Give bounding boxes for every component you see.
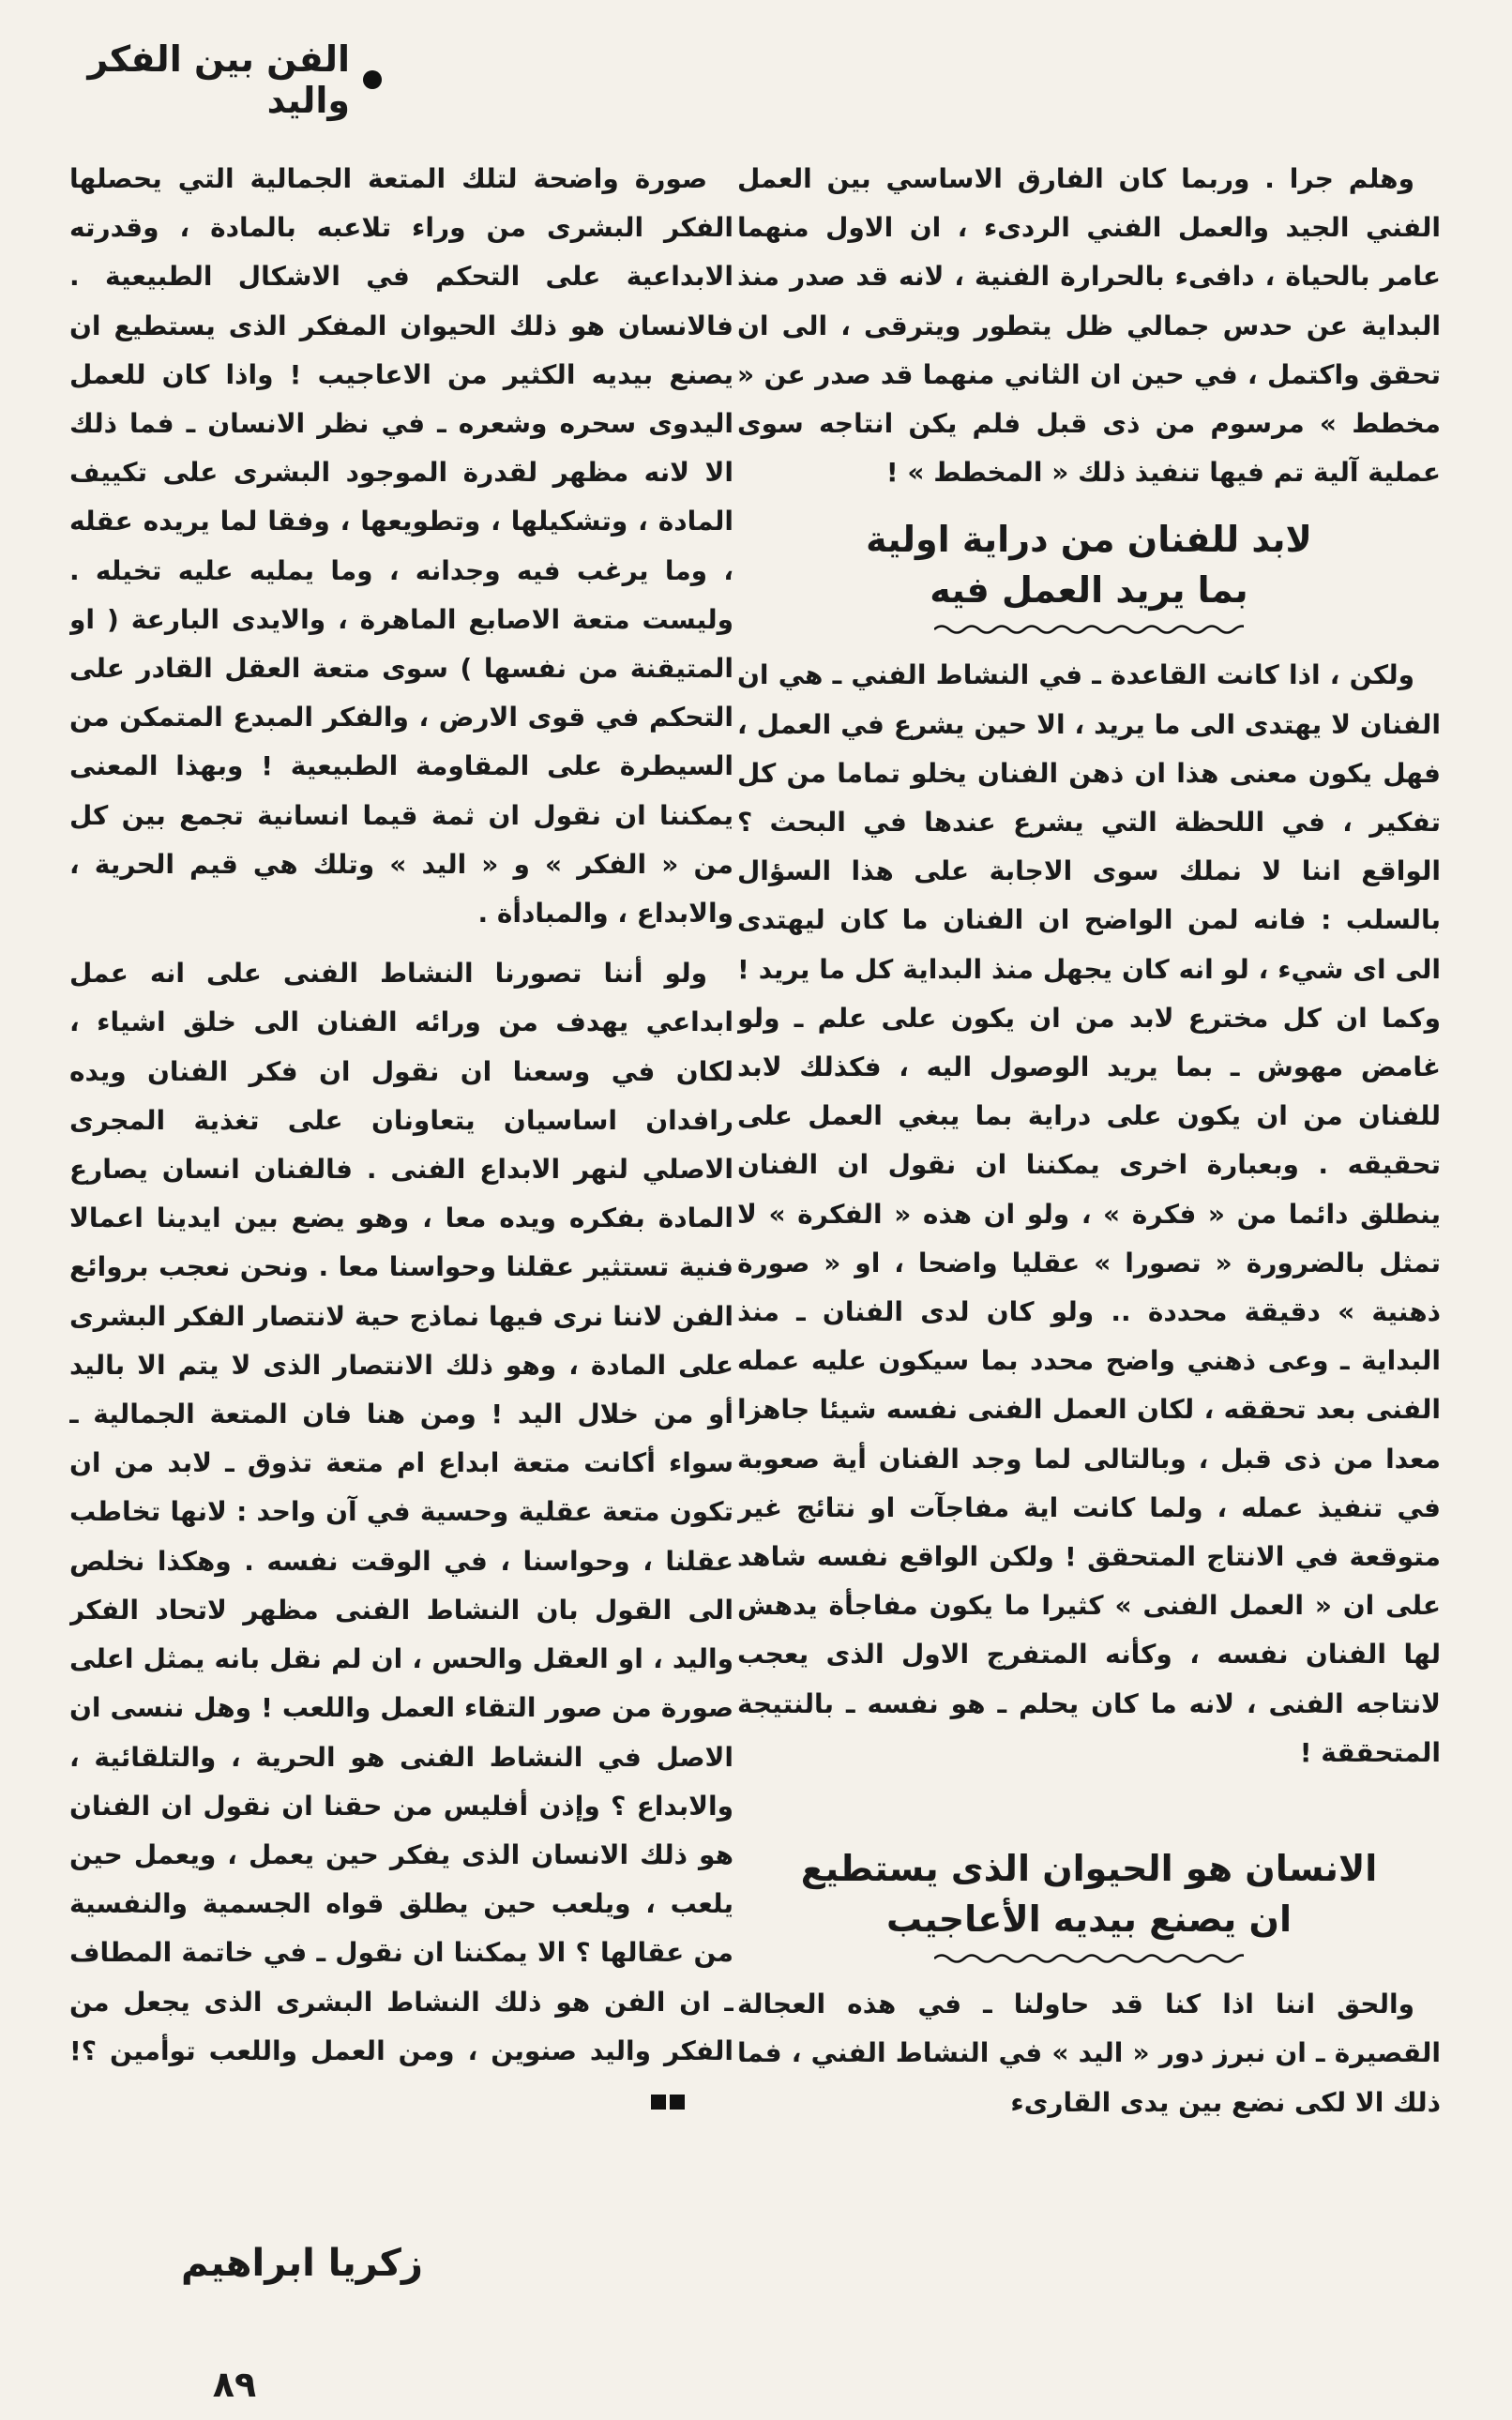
- spacer: [737, 1789, 1441, 1826]
- right-column: [737, 155, 1441, 2359]
- heading-line: بما يريد العمل فيه: [930, 569, 1248, 612]
- heading-line: ان يصنع بيديه الأعاجيب: [885, 1898, 1293, 1941]
- section-heading-2: [737, 1843, 1441, 1967]
- wavy-underline: [934, 621, 1244, 638]
- page-number: ٨٩: [212, 2364, 257, 2405]
- running-header: [63, 38, 382, 121]
- paragraph-text: ولو أننا تصورنا النشاط الفنى على انه عمل ابداعي يهدف من ورائه الفنان الى خلق اشياء ، لكان في وسعنا ان نقول ان فكر الفنان ويده رافدان اساسيان يتعاونان على تغذية المجرى الاصلي لنهر الابداع الفنى . فالفنان انسان يصارع المادة بفكره ويده معا ، وهو يضع بين ايدينا اعمالا فنية تستثير عقلنا وحواسنا معا . ونحن نعجب بروائع الفن لاننا نرى فيها نماذج حية لانتصار الفكر البشرى على المادة ، وهو ذلك الانتصار الذى لا يتم الا باليد أو من خلال اليد ! ومن هنا فان المتعة الجمالية ـ سواء أكانت متعة ابداع ام متعة تذوق ـ لابد من ان تكون متعة عقلية وحسية في آن واحد : لانها تخاطب عقلنا ، وحواسنا ، في الوقت نفسه . وهكذا نخلص الى القول بان النشاط الفنى مظهر لاتحاد الفكر واليد ، او العقل والحس ، ان لم نقل بانه يمثل اعلى صورة من صور التقاء العمل واللعب ! وهل ننسى ان الاصل في النشاط الفنى هو الحرية ، والتلقائية ، والابداع ؟ وإذن أفليس من حقنا ان نقول ان الفنان هو ذلك الانسان الذى يفكر حين يعمل ، ويعمل حين يلعب ، ويلعب حين يطلق قواه الجسمية والنفسية من عقالها ؟ الا يمكننا ان نقول ـ في خاتمة المطاف ـ ان الفن هو ذلك النشاط البشرى الذى يجعل من الفكر واليد صنوين ، ومن العمل واللعب توأمين ؟!: [69, 958, 733, 2066]
- paragraph: والحق اننا اذا كنا قد حاولنا ـ في هذه العجالة القصيرة ـ ان نبرز دور « اليد » في النشاط الفني ، فما ذلك الا لكى نضع بين يدى القارىء: [737, 1989, 1441, 2118]
- heading-line: الانسان هو الحيوان الذى يستطيع: [800, 1848, 1378, 1890]
- paragraph: ولكن ، اذا كانت القاعدة ـ في النشاط الفني ـ هي ان الفنان لا يهتدى الى ما يريد ، الا حين يشرع في العمل ، فهل يكون معنى هذا ان ذهن الفنان يخلو تماما من كل تفكير ، في اللحظة التي يشرع عندها في البحث ؟ الواقع اننا لا نملك سوى الاجابة على هذا السؤال بالسلب : فانه لمن الواضح ان الفنان ما كان ليهتدى الى اى شيء ، لو انه كان يجهل منذ البداية كل ما يريد ! وكما ان كل مخترع لابد من ان يكون على علم ـ ولو غامض مهوش ـ بما يريد الوصول اليه ، فكذلك لابد للفنان من ان يكون على دراية بما يبغي العمل على تحقيقه . وبعبارة اخرى يمكننا ان نقول ان الفنان ينطلق دائما من « فكرة » ، ولو ان هذه « الفكرة » لا تمثل بالضرورة « تصورا » عقليا واضحا ، او « صورة ذهنية » دقيقة محددة .. ولو كان لدى الفنان ـ منذ البداية ـ وعى ذهني واضح محدد بما سيكون عليه عمله الفنى بعد تحققه ، لكان العمل الفنى نفسه شيئا جاهزا معدا من ذى قبل ، وبالتالى لما وجد الفنان أية صعوبة في تنفيذ عمله ، ولما كانت اية مفاجآت او نتائج غير متوقعة في الانتاج المتحقق ! ولكن الواقع نفسه شاهد على ان « العمل الفنى » كثيرا ما يكون مفاجأة يدهش لها الفنان نفسه ، وكأنه المتفرج الاول الذى يعجب لانتاجه الفنى ، لانه ما كان يحلم ـ هو نفسه ـ بالنتيجة المتحققة !: [737, 659, 1441, 1768]
- heading-line: لابد للفنان من دراية اولية: [866, 519, 1312, 561]
- section-heading-1: [737, 514, 1441, 638]
- left-column: [69, 155, 733, 2359]
- wavy-underline: [934, 1950, 1244, 1967]
- paragraph: وهلم جرا . وربما كان الفارق الاساسي بين العمل الفني الجيد والعمل الفني الردىء ، ان الاول منهما عامر بالحياة ، دافىء بالحرارة الفنية ، لانه قد صدر منذ البداية عن حدس جمالي ظل يتطور ويترقى ، الى ان تحقق واكتمل ، في حين ان الثاني منهما قد صدر عن « مخطط » مرسوم من ذى قبل فلم يكن انتاجه سوى عملية آلية تم فيها تنفيذ ذلك « المخطط » !: [737, 163, 1441, 489]
- header-title: الفن بين الفكر واليد: [87, 38, 350, 121]
- paragraph: صورة واضحة لتلك المتعة الجمالية التي يحصلها الفكر البشرى من وراء تلاعبه بالمادة ، وقدرته الابداعية على التحكم في الاشكال الطبيعية . فالانسان هو ذلك الحيوان المفكر الذى يستطيع ان يصنع بيديه الكثير من الاعاجيب ! واذا كان للعمل اليدوى سحره وشعره ـ في نظر الانسان ـ فما ذلك الا لانه مظهر لقدرة الموجود البشرى على تكييف المادة ، وتشكيلها ، وتطويعها ، وفقا لما يريده عقله ، وما يرغب فيه وجدانه ، وما يمليه عليه تخيله . وليست متعة الاصابع الماهرة ، والايدى البارعة ( او المتيقنة من نفسها ) سوى متعة العقل القادر على التحكم في قوى الارض ، والفكر المبدع المتمكن من السيطرة على المقاومة الطبيعية ! وبهذا المعنى يمكننا ان نقول ان ثمة قيما انسانية تجمع بين كل من « الفكر » و « اليد » وتلك هي قيم الحرية ، والابداع ، والمبادأة .: [69, 163, 733, 930]
- paragraph: [69, 949, 733, 2125]
- author-name: زكريا ابراهيم: [181, 2242, 423, 2285]
- bullet-icon: [363, 70, 382, 89]
- end-mark-icon: [647, 2077, 711, 2125]
